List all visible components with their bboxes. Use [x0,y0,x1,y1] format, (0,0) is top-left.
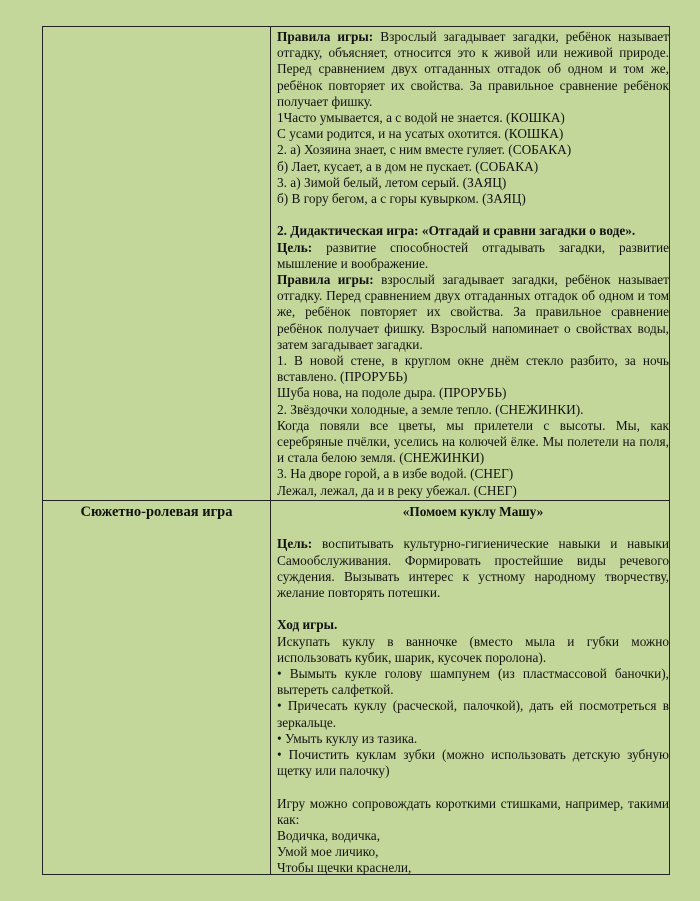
riddle-line: Шуба нова, на подоле дыра. (ПРОРУБЬ) [277,385,507,401]
verse-line: Водичка, водичка, [277,828,381,844]
verse-intro: Игру можно сопровождать короткими стишками, например, такими как: [277,795,669,827]
rules-label: Правила игры: [277,29,374,44]
top-right-cell [277,29,669,499]
game-2-title [277,223,669,239]
step-item: Искупать куклу в ванночке (вместо мыла и губки можно использовать кубик, шарик, кусочек поролона). [277,633,669,665]
course-label [277,617,669,633]
rules-text: взрослый загадывает загадки, ребёнок называет отгадку. Перед сравнением двух отгаданных отгадок об одном и том же, ребёнок повторяет их свойства. За правильное сравнение ребёнок получает фишку. Взрослый напоминает о свойствах воды, затем загадывает загадки. [277,272,669,352]
bottom-right-cell [277,504,669,877]
course-label-text: Ход игры. [277,617,338,633]
step-item: • Вымыть кукле голову шампунем (из пластмассовой баночки), вытереть салфеткой. [277,666,669,698]
step-item: • Причесать куклу (расческой, палочкой), дать ей посмотреться в зеркальце. [277,698,669,730]
riddle-line: 1. В новой стене, в круглом окне днём стекло разбито, за ночь вставлено. (ПРОРУБЬ) [277,353,669,385]
row-divider [43,500,669,501]
column-divider [270,27,271,874]
riddle-line: б) Лает, кусает, а в дом не пускает. (СОБАКА) [277,158,539,174]
goal-text: воспитывать культурно-гигиенические навыки и навыки Самообслуживания. Формировать простейшие виды речевого суждения. Вызывать интерес к устному народному творчеству, желание повторять потешки. [277,536,669,600]
goal-paragraph [277,240,669,272]
riddle-line: 3. На дворе горой, а в избе водой. (СНЕГ) [277,466,514,482]
game-title: «Помоем куклу Машу» [402,504,544,519]
step-item: • Почистить куклам зубки (можно использовать детскую зубную щетку или палочку) [277,747,669,779]
rules-label: Правила игры: [277,272,374,288]
rules-paragraph-2 [277,272,669,353]
goal-text: развитие способностей отгадывать загадки, развитие мышление и воображение. [277,239,669,271]
riddle-line: 2. а) Хозяина знает, с ним вместе гуляет. (СОБАКА) [277,142,572,158]
riddle-line: 2. Звёздочки холодные, а земле тепло. (СНЕЖИНКИ). [277,401,584,417]
verse-line: Умой мое личико, [277,844,379,860]
riddle-line: Лежал, лежал, да и в реку убежал. (СНЕГ) [277,482,517,498]
step-item: • Умыть куклу из тазика. [277,730,418,746]
game-2-title-text: 2. Дидактическая игра: «Отгадай и сравни загадки о воде». [277,223,636,239]
riddle-line: 1Часто умывается, а с водой не знается. (КОШКА) [277,110,565,126]
rules-paragraph-1 [277,29,669,110]
content-table [42,26,670,875]
riddle-line: б) В гору бегом, а с горы кувырком. (ЗАЯЦ) [277,191,526,207]
goal-label: Цель: [277,239,313,255]
riddle-line: Когда повяли все цветы, мы прилетели с высоты. Мы, как серебряные пчёлки, уселись на колючей ёлке. Мы полетели на поля, и стала белою земля. (СНЕЖИНКИ) [277,417,669,466]
riddle-line: С усами родится, и на усатых охотится. (КОШКА) [277,126,564,142]
rules-text: Взрослый загадывает загадки, ребёнок называет отгадку, объясняет, относится это к живой или неживой природе. Перед сравнением двух отгаданных отгадок об одном и том же, ребёнок повторяет их свойства. За правильное сравнение ребёнок получает фишку. [277,29,669,109]
riddle-line: 3. а) Зимой белый, летом серый. (ЗАЯЦ) [277,174,507,190]
goal-paragraph [277,536,669,601]
goal-label: Цель: [277,536,313,552]
verse-line: Чтобы щечки краснели, [277,860,412,876]
section-title: Сюжетно-ролевая игра [80,504,233,520]
